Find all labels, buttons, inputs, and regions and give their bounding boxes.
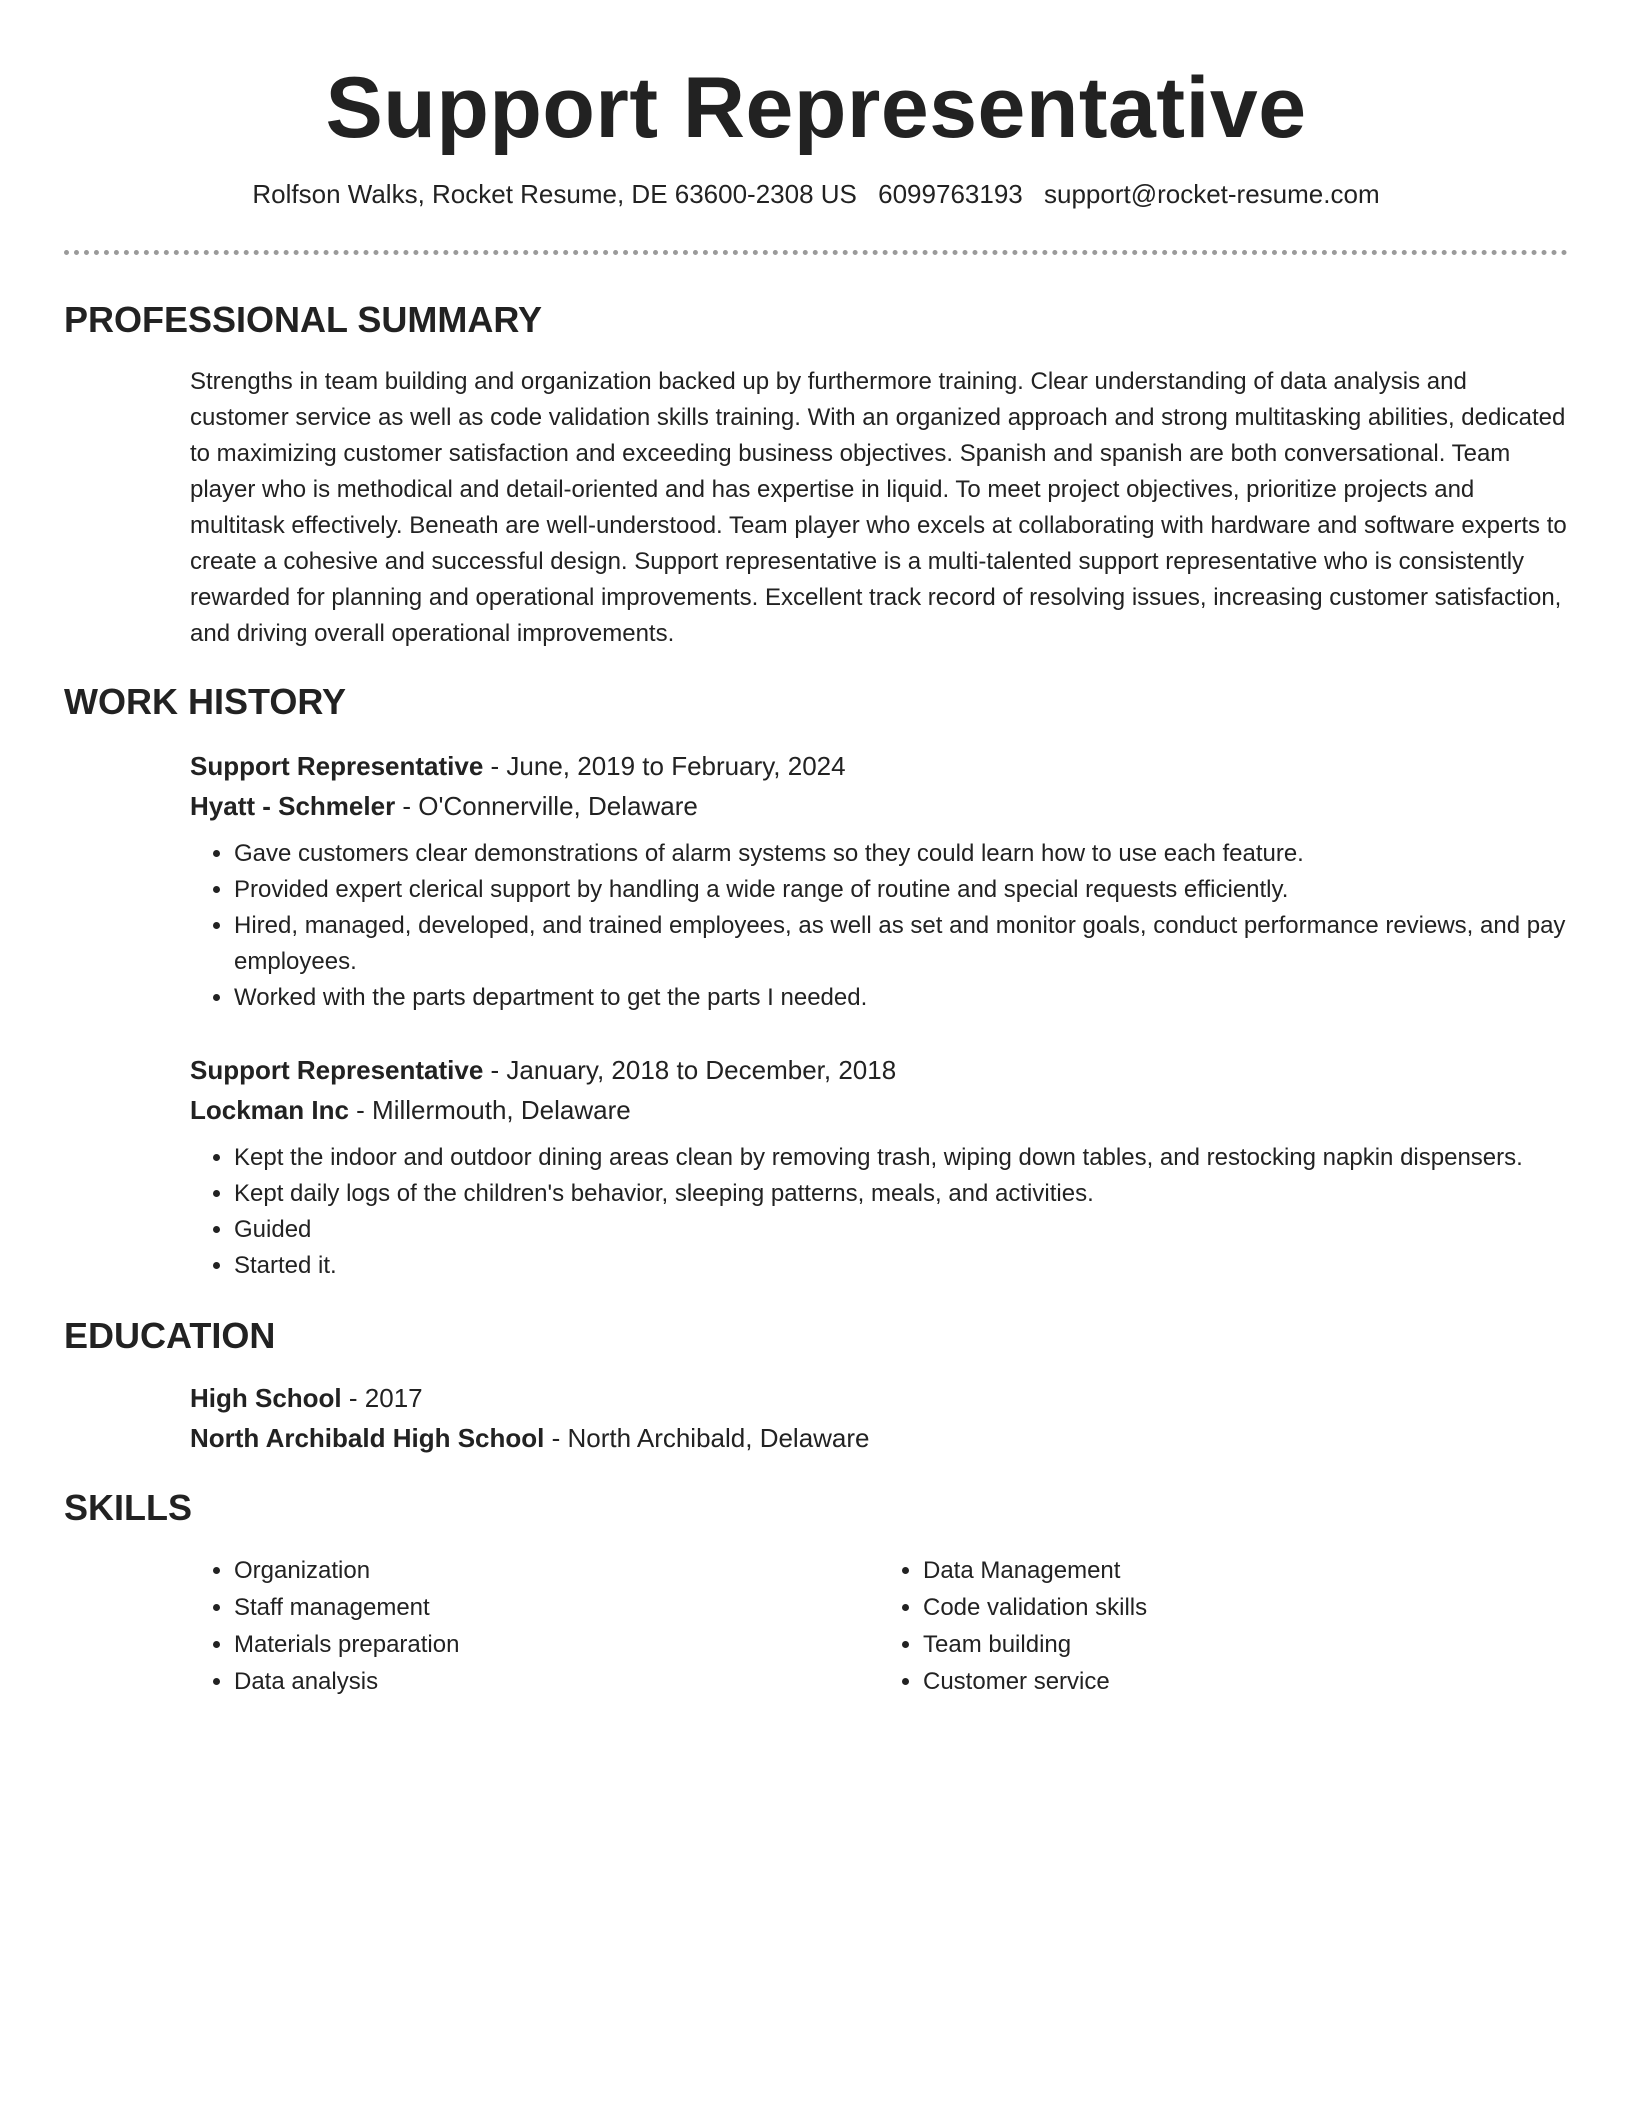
summary-section: [190, 364, 1568, 652]
job-company-line: [190, 786, 1568, 826]
job-title-line: [190, 1050, 1568, 1090]
job-title-line: [190, 746, 1568, 786]
contact-line: [64, 176, 1568, 212]
summary-text: Strengths in team building and organization backed up by furthermore training. Clear understanding of data analysis and customer service as well as code validation skills training. With an organized approach and strong multitasking abilities, dedicated to maximizing customer satisfaction and exceeding business objectives. Spanish and spanish are both conversational. Team player who is methodical and detail-oriented and has expertise in liquid. To meet project objectives, prioritize projects and multitask effectively. Beneath are well-understood. Team player who excels at collaborating with hardware and software experts to create a cohesive and successful design. Support representative is a multi-talented support representative who is consistently rewarded for planning and operational improvements. Excellent track record of resolving issues, increasing customer satisfaction, and driving overall operational improvements.: [190, 368, 1567, 647]
skill-item: • Customer service: [923, 1663, 1568, 1700]
skill-item: • Code validation skills: [923, 1589, 1568, 1626]
skill-item: • Organization: [234, 1552, 879, 1589]
contact-phone: 6099763193: [878, 179, 1023, 209]
job-company: Hyatt - Schmeler: [190, 791, 396, 821]
skill-item: • Materials preparation: [234, 1626, 879, 1663]
education-school-line: [190, 1418, 1568, 1458]
work-history-heading: WORK HISTORY: [64, 681, 347, 722]
skill-item: • Team building: [923, 1626, 1568, 1663]
list-item: • Gave customers clear demonstrations of alarm systems so they could learn how to use each feature.: [234, 836, 1568, 872]
job-location: - Millermouth, Delaware: [348, 1095, 631, 1125]
education-location: - North Archibald, Delaware: [544, 1423, 870, 1453]
contact-email: support@rocket-resume.com: [1043, 179, 1380, 209]
skills-heading: SKILLS: [64, 1487, 193, 1528]
job-bullets: [190, 836, 1568, 1016]
job-entry: [190, 746, 1568, 1016]
skills-list-left: [190, 1552, 879, 1700]
list-item: • Kept daily logs of the children's behavior, sleeping patterns, meals, and activities.: [234, 1176, 1568, 1212]
job-company: Lockman Inc: [190, 1095, 349, 1125]
education-degree-line: [190, 1378, 1568, 1418]
list-item: • Worked with the parts department to get the parts I needed.: [234, 980, 1568, 1016]
education-heading: EDUCATION: [64, 1315, 276, 1356]
education-school: North Archibald High School: [190, 1423, 545, 1453]
summary-heading: PROFESSIONAL SUMMARY: [64, 299, 543, 340]
resume-name: Support Representative: [325, 60, 1307, 156]
skill-item: • Data analysis: [234, 1663, 879, 1700]
job-bullets: [190, 1140, 1568, 1284]
list-item: • Provided expert clerical support by handling a wide range of routine and special requests efficiently.: [234, 872, 1568, 908]
skill-item: • Data Management: [923, 1552, 1568, 1589]
header-divider: [64, 250, 1568, 255]
contact-address: Rolfson Walks, Rocket Resume, DE 63600-2308 US: [252, 179, 857, 209]
education-year: - 2017: [341, 1383, 423, 1413]
list-item: • Kept the indoor and outdoor dining areas clean by removing trash, wiping down tables, and restocking napkin dispensers.: [234, 1140, 1568, 1176]
skill-item: • Staff management: [234, 1589, 879, 1626]
list-item: • Started it.: [234, 1248, 1568, 1284]
job-title: Support Representative: [190, 1055, 484, 1085]
skills-grid: [190, 1552, 1568, 1700]
job-dates: - June, 2019 to February, 2024: [483, 751, 846, 781]
education-degree: High School: [190, 1383, 342, 1413]
list-item: • Guided: [234, 1212, 1568, 1248]
job-company-line: [190, 1090, 1568, 1130]
skills-section: [190, 1552, 1568, 1700]
job-entry: [190, 1050, 1568, 1284]
education-entry: [190, 1378, 1568, 1458]
list-item: • Hired, managed, developed, and trained employees, as well as set and monitor goals, conduct performance reviews, and pay employees.: [234, 908, 1568, 980]
job-location: - O'Connerville, Delaware: [395, 791, 698, 821]
job-title: Support Representative: [190, 751, 484, 781]
job-dates: - January, 2018 to December, 2018: [483, 1055, 897, 1085]
resume-page: [64, 0, 1568, 1695]
skills-list-right: [879, 1552, 1568, 1700]
